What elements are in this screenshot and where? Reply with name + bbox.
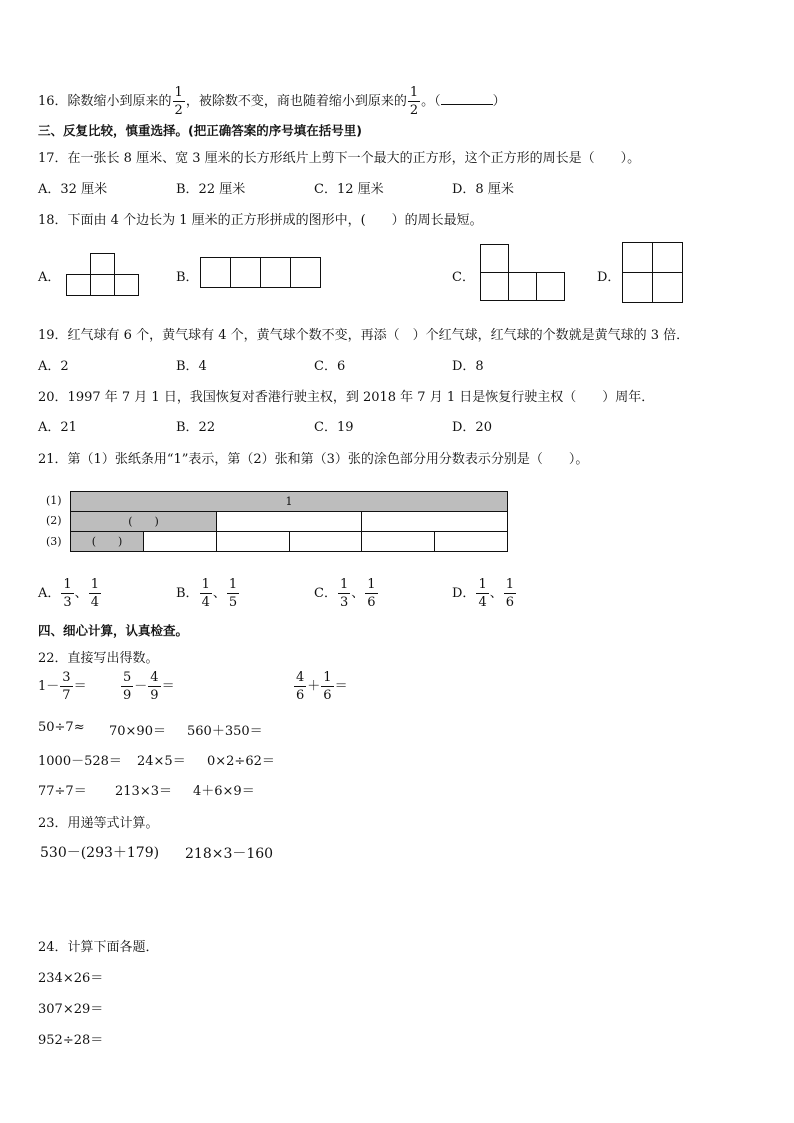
q22-calc: 1000－528＝ [38, 754, 122, 769]
q18-option-c[interactable]: C． [452, 270, 475, 285]
strip-3-shaded: ( ) [70, 531, 144, 552]
shape-b [200, 257, 322, 289]
q18-option-a[interactable]: A． [38, 270, 61, 285]
section-4-heading: 四、细心计算，认真检查。 [38, 623, 189, 638]
strip-1: 1 [70, 491, 508, 512]
shape-a [66, 253, 140, 297]
q22-calc: 213×3＝ [115, 784, 172, 799]
question-16: 16．除数缩小到原来的 $\frac{1}{2}$ ，被除数不变，商也随着缩小到原来的 $\frac{1}{2}$ 。（ ） [38, 85, 506, 118]
q21-option-a[interactable]: A． $\frac{1}{3}$ 、 $\frac{1}{4}$ [38, 577, 99, 610]
q17-option-b[interactable]: B．22 厘米 [176, 182, 246, 197]
strip-2-cell [361, 511, 508, 532]
q22-expr-1: 1－ $\frac{3}{7}$ ＝ [38, 670, 87, 703]
strip-2-shaded: ( ) [70, 511, 217, 532]
q20-option-d[interactable]: D．20 [452, 420, 492, 435]
q24-item: 307×29＝ [38, 1002, 104, 1017]
shape-d [622, 242, 684, 304]
q20-option-b[interactable]: B．22 [176, 420, 216, 435]
q18-option-b[interactable]: B． [176, 270, 199, 285]
q17-option-d[interactable]: D．8 厘米 [452, 182, 514, 197]
question-22: 22．直接写出得数。 [38, 651, 159, 666]
q19-option-a[interactable]: A．2 [38, 359, 69, 374]
q17-option-c[interactable]: C．12 厘米 [314, 182, 384, 197]
question-24: 24．计算下面各题． [38, 940, 159, 955]
strip-3-cell [434, 531, 508, 552]
fraction: $\frac{1}{2}$ [409, 85, 419, 118]
q19-option-d[interactable]: D．8 [452, 359, 484, 374]
q23-expr-2: 218×3－160 [185, 846, 274, 862]
strip-3-cell [143, 531, 217, 552]
strip-3-cell [289, 531, 362, 552]
strip-label-1: (1) [46, 494, 62, 507]
q22-calc: 77÷7＝ [38, 784, 87, 799]
strip-label-3: (3) [46, 535, 62, 548]
answer-blank[interactable] [441, 94, 493, 105]
question-19: 19．红气球有 6 个，黄气球有 4 个，黄气球个数不变，再添（ ）个红气球，红气球的个数就是黄气球的 3 倍． [38, 328, 690, 343]
q24-item: 952÷28＝ [38, 1033, 104, 1048]
q21-option-c[interactable]: C． $\frac{1}{3}$ 、 $\frac{1}{6}$ [314, 577, 376, 610]
q22-calc: 50÷7≈ [38, 720, 85, 735]
q22-calc: 70×90＝ [109, 724, 166, 739]
q19-option-c[interactable]: C．6 [314, 359, 346, 374]
q22-calc: 560＋350＝ [187, 724, 263, 739]
question-17: 17．在一张长 8 厘米、宽 3 厘米的长方形纸片上剪下一个最大的正方形，这个正方形的周长是（ ）。 [38, 151, 641, 166]
shape-c [480, 244, 566, 302]
strip-3-cell [216, 531, 290, 552]
fraction: $\frac{1}{2}$ [174, 85, 183, 118]
q22-calc: 4＋6×9＝ [193, 784, 255, 799]
q22-expr-3: $\frac{4}{6}$ ＋ $\frac{1}{6}$ ＝ [296, 670, 348, 703]
q22-expr-2: $\frac{5}{9}$ － $\frac{4}{9}$ ＝ [123, 670, 175, 703]
q24-item: 234×26＝ [38, 971, 104, 986]
question-20: 20．1997 年 7 月 1 日，我国恢复对香港行驶主权，到 2018 年 7 月 1 日是恢复行驶主权（ ）周年． [38, 390, 655, 405]
q19-option-b[interactable]: B．4 [176, 359, 207, 374]
q22-calc: 24×5＝ [137, 754, 186, 769]
section-3-heading: 三、反复比较，慎重选择。(把正确答案的序号填在括号里) [38, 123, 362, 138]
q23-expr-1: 530－(293＋179) [40, 845, 160, 861]
strip-label-2: (2) [46, 514, 62, 527]
q22-calc: 0×2÷62＝ [207, 754, 275, 769]
question-18: 18．下面由 4 个边长为 1 厘米的正方形拼成的图形中，( ）的周长最短。 [38, 213, 483, 228]
q17-option-a[interactable]: A．32 厘米 [38, 182, 108, 197]
q21-option-d[interactable]: D． $\frac{1}{4}$ 、 $\frac{1}{6}$ [452, 577, 515, 610]
strip-3-cell [361, 531, 435, 552]
strip-2-cell [216, 511, 362, 532]
q20-option-c[interactable]: C．19 [314, 420, 354, 435]
q21-option-b[interactable]: B． $\frac{1}{4}$ 、 $\frac{1}{5}$ [176, 577, 238, 610]
q18-option-d[interactable]: D． [597, 270, 621, 285]
q20-option-a[interactable]: A．21 [38, 420, 77, 435]
question-23: 23．用递等式计算。 [38, 816, 159, 831]
question-21: 21．第（1）张纸条用“1”表示，第（2）张和第（3）张的涂色部分用分数表示分别是（ ）。 [38, 452, 589, 467]
